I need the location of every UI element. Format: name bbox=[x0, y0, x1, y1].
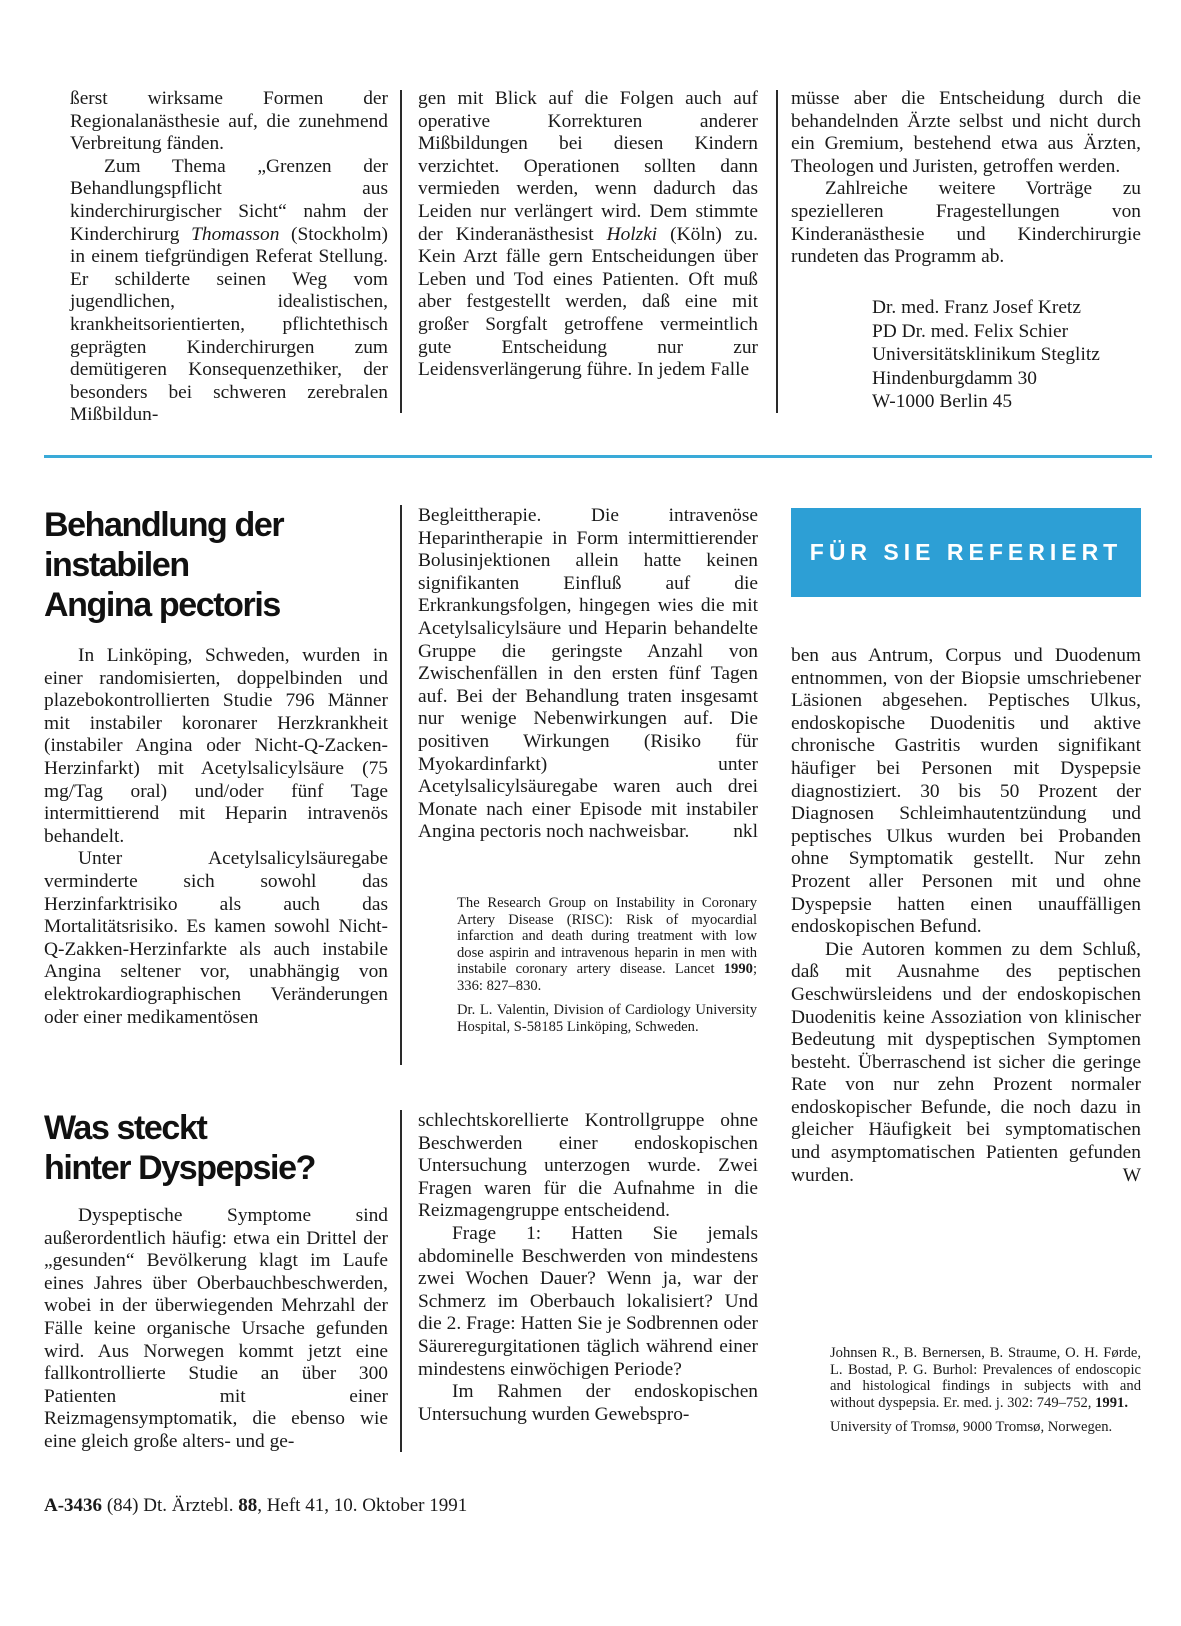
reference-text: Johnsen R., B. Bernersen, B. Straume, O. H. Førde, L. Bostad, P. G. Burhol: Prevalences of endoscopic and histological findings in subjects with and without dyspepsia. Er. med. j. 302: 749–752, bbox=[830, 1345, 1141, 1411]
signature-block bbox=[872, 296, 1100, 414]
article1-col2-text: Begleittherapie. Die intravenöse Heparintherapie in Form intermittierender Bolusinjektionen allein hatte keinen signifikanten Einfluß auf die Erkrankungsfolgen, hingegen wies die mit Acetylsalicylsäure und Heparin behandelte Gruppe die geringste Anzahl von Zwischenfällen in den ersten fünf Tagen auf. Bei der Behandlung traten insgesamt nur wenige Nebenwirkungen auf. Die positiven Wirkungen (Risiko für Myokardinfarkt) unter Acetylsalicylsäuregabe waren auch drei Monate nach einer Episode mit instabiler Angina pectoris noch nachweisbar. bbox=[418, 505, 758, 843]
column-divider bbox=[776, 90, 778, 413]
column-divider bbox=[400, 1110, 402, 1452]
headline-line: Behandlung der bbox=[44, 506, 284, 544]
article1-reference bbox=[457, 895, 757, 994]
signature-line: Dr. med. Franz Josef Kretz bbox=[872, 297, 1081, 318]
article1-headline bbox=[44, 505, 283, 625]
headline-line: Was steckt bbox=[44, 1109, 207, 1147]
journal-volume: 88 bbox=[238, 1495, 258, 1516]
reference-pages: ; 336: 827–830. bbox=[457, 961, 757, 994]
headline-line: instabilen bbox=[44, 546, 189, 584]
top-col2-name-italic: Holzki bbox=[606, 223, 658, 245]
top-col1-text-b: (Stockholm) in einem tiefgründigen Referat Stellung. Er schilderte seinen Weg vom jugendlichen, idealistischen, krankheitsorientierten, pflichtethisch geprägten Kinderchirurgen zum demütigeren Konsequenzethiker, der besonders bei schweren zerebralen Mißbildun- bbox=[70, 223, 388, 426]
signature-line: Universitätsklinikum Steglitz bbox=[872, 344, 1100, 365]
column-divider bbox=[400, 505, 402, 1065]
section-badge-label: FÜR SIE REFERIERT bbox=[809, 539, 1123, 565]
top-col2-text-a: gen mit Blick auf die Folgen auch auf operative Korrekturen anderer Mißbildungen bei diesen Kindern verzichtet. Operationen sollten dann vermieden werden, wenn dadurch das Leiden nur verlängert wird. Dem stimmte der Kinderanästhesist bbox=[418, 88, 758, 245]
article1-column-2 bbox=[418, 505, 758, 844]
reference-text: The Research Group on Instability in Coronary Artery Disease (RISC): Risk of myocardial infarction and death during treatment with low dose aspirin and intravenous heparin in men with instabile coronary artery disease. Lancet bbox=[457, 895, 757, 977]
reference-year: 1991. bbox=[1095, 1394, 1128, 1411]
right-paragraph-2-text: Die Autoren kommen zu dem Schluß, daß mit Ausnahme des peptischen Geschwürsleidens und der endoskopischen Duodenitis keine Assoziation von klinischer Bedeutung mit dyspeptischen Symptomen besteht. Überraschend ist sicher die geringe Rate von nur zehn Prozent normaler endoskopischer Befunde, die noch dazu in gleicher Häufigkeit bei symptomatischen und asymptomatischen Patienten gefunden wurden. bbox=[791, 938, 1141, 1186]
signature-line: PD Dr. med. Felix Schier bbox=[872, 320, 1069, 342]
right-column bbox=[791, 645, 1141, 1187]
top-column-1 bbox=[70, 88, 388, 427]
article1-paragraph-3 bbox=[418, 505, 758, 844]
top-col3-paragraph-1: müsse aber die Entscheidung durch die behandelnden Ärzte selbst und nicht durch ein Gremium, bestehend etwa aus Ärzten, Theologen und Juristen, getroffen werden. bbox=[791, 88, 1141, 177]
top-col1-text-a: Zum Thema „Grenzen der Behandlungspflicht aus kinderchirurgischer Sicht“ nahm der Kinderchirurg bbox=[70, 155, 388, 245]
top-col2-paragraph-1 bbox=[418, 88, 758, 382]
section-badge bbox=[791, 508, 1141, 597]
top-col1-paragraph-2 bbox=[70, 156, 388, 427]
article2-paragraph-1: Dyspeptische Symptome sind außerordentlich häufig: etwa ein Drittel der „gesunden“ Bevölkerung klagt im Laufe eines Jahres über Oberbauchbeschwerden, wobei in der überwiegenden Mehrzahl der Fälle keine organische Ursache gefunden wird. Aus Norwegen kommt jetzt eine fallkontrollierte Studie an über 300 Patienten mit einer Reizmagensymptomatik, die ebenso wie eine gleich große alters- und ge- bbox=[44, 1205, 388, 1452]
top-col3-paragraph-2: Zahlreiche weitere Vorträge zu spezielleren Fragestellungen von Kinderanästhesie und Kinderchirurgie rundeten das Programm ab. bbox=[791, 178, 1141, 268]
article1-paragraph-1: In Linköping, Schweden, wurden in einer randomisierten, doppelbinden und plazebokontrollierten Studie 796 Männer mit instabiler koronarer Herzkrankheit (instabiler Angina oder Nicht-Q-Zacken-Herzinfarkt) mit Acetylsalicylsäure (75 mg/Tag oral) und/oder fünf Tage intermittierend mit Heparin intravenös behandelt. bbox=[44, 645, 388, 847]
article1-reference-block bbox=[457, 895, 757, 1035]
column-divider bbox=[400, 90, 402, 413]
article1-paragraph-2: Unter Acetylsalicylsäuregabe verminderte sich sowohl das Herzinfarktrisiko als auch das Mortalitätsrisiko. Es kamen sowohl Nicht-Q-Zakken-Herzinfarkte als auch instabile Angina seltener vor, unabhängig von elektrokardiographischen Veränderungen oder einer medikamentösen bbox=[44, 848, 388, 1028]
signature-line: Hindenburgdamm 30 bbox=[872, 367, 1037, 389]
top-col1-name-italic: Thomasson bbox=[191, 223, 280, 245]
top-col1-paragraph-1: ßerst wirksame Formen der Regionalanästhesie auf, die zunehmend Verbreitung fänden. bbox=[70, 88, 388, 155]
author-initials: nkl bbox=[733, 821, 758, 843]
signature-line: W-1000 Berlin 45 bbox=[872, 391, 1013, 412]
headline-line: Angina pectoris bbox=[44, 586, 280, 624]
article2-column-2 bbox=[418, 1110, 758, 1426]
top-column-3 bbox=[791, 88, 1141, 269]
right-address: University of Tromsø, 9000 Tromsø, Norwegen. bbox=[830, 1419, 1113, 1435]
section-divider bbox=[44, 455, 1152, 458]
top-col2-text-b: (Köln) zu. Kein Arzt fälle gern Entscheidungen über Leben und Tod eines Patienten. Oft muß aber festgestellt werden, daß eine mit großer Sorgfalt getroffene vermeintlich gute Entscheidung nur zur Leidensverlängerung führe. In jedem Falle bbox=[418, 223, 758, 381]
author-initials: W bbox=[1122, 1164, 1141, 1186]
reference-year: 1990 bbox=[723, 961, 753, 977]
headline-line: hinter Dyspepsie? bbox=[44, 1149, 315, 1187]
right-paragraph-2 bbox=[791, 939, 1141, 1188]
right-reference-block bbox=[830, 1345, 1141, 1436]
right-reference bbox=[830, 1345, 1141, 1411]
page-footer bbox=[44, 1495, 467, 1517]
page-code: A-3436 bbox=[44, 1495, 103, 1516]
article2-paragraph-4: Im Rahmen der endoskopischen Untersuchung wurden Gewebspro- bbox=[418, 1381, 758, 1425]
article2-headline bbox=[44, 1108, 315, 1188]
article2-paragraph-3: Frage 1: Hatten Sie jemals abdominelle Beschwerden von mindestens zwei Wochen Dauer? Wenn ja, war der Schmerz im Oberbauch lokalisiert? Und die 2. Frage: Hatten Sie je Sodbrennen oder Säureregurgitationen täglich während einer mindestens einwöchigen Periode? bbox=[418, 1222, 758, 1380]
article2-paragraph-2: schlechtskorellierte Kontrollgruppe ohne Beschwerden einer endoskopischen Untersuchung unterzogen wurde. Zwei Fragen waren für die Aufnahme in die Reizmagengruppe entscheidend. bbox=[418, 1110, 758, 1222]
article1-address: Dr. L. Valentin, Division of Cardiology University Hospital, S-58185 Linköping, Schweden. bbox=[457, 1002, 757, 1035]
right-paragraph-1: ben aus Antrum, Corpus und Duodenum entnommen, von der Biopsie umschriebener Läsionen abgesehen. Peptisches Ulkus, endoskopische Duodenitis und aktive chronische Gastritis wurden signifikant häufiger bei Personen mit Dyspepsie diagnostiziert. 30 bis 50 Prozent der Diagnosen Schleimhautentzündung und peptisches Ulkus wurden bei Probanden ohne Symptomatik gestellt. Nur zehn Prozent aller Personen mit und ohne Dyspepsie hatten einen unauffälligen endoskopischen Befund. bbox=[791, 645, 1141, 938]
journal-issue: , Heft 41, 10. Oktober 1991 bbox=[257, 1495, 468, 1516]
page-number: (84) Dt. Ärztebl. bbox=[106, 1495, 234, 1516]
article1-column-1 bbox=[44, 645, 388, 1029]
article2-column-1 bbox=[44, 1205, 388, 1454]
top-column-2 bbox=[418, 88, 758, 382]
